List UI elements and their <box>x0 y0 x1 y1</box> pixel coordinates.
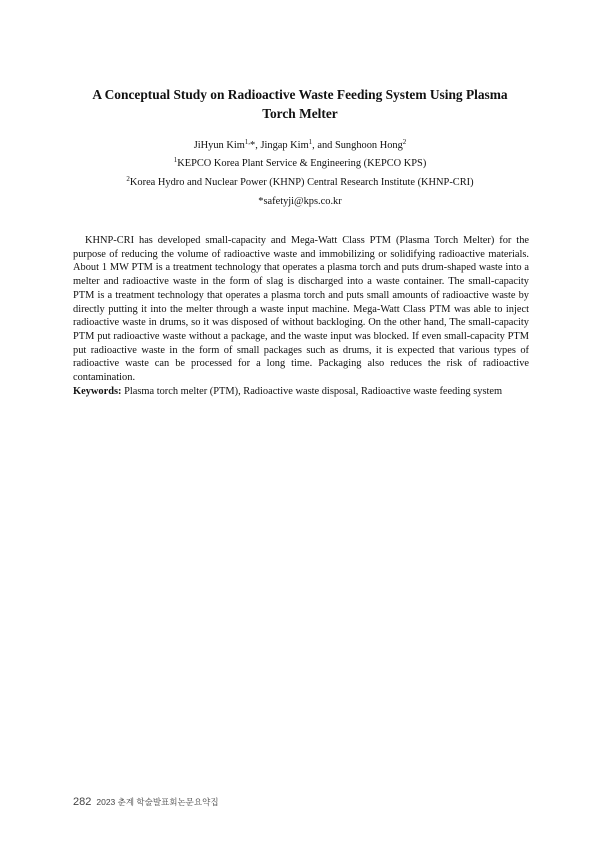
author-1-name: JiHyun Kim <box>193 140 245 151</box>
affiliation-1-text: KEPCO Korea Plant Service & Engineering (KEPCO KPS) <box>177 158 427 169</box>
contact-email: *safetyji@kps.co.kr <box>258 196 342 207</box>
author-2-affiliation: 1 <box>308 138 313 146</box>
abstract-paragraph: KHNP-CRI has developed small-capacity and Mega-Watt Class PTM (Plasma Torch Melter) for the purpose of reducing the volume of radioactive waste and immobilizing or solidifying radioactive materials. About 1 MW PTM is a treatment technology that operates a plasma torch and puts drum-shaped waste into a melter and radioactive waste in the form of slag is discharged into a waste container. The small-capacity PTM is a treatment technology that operates a plasma torch and puts small amounts of radioactive waste by directly putting it into the melter through a waste input machine. Mega-Watt Class PTM was able to inject radioactive waste in drums, so it was disposed of without backloging. On the other hand, The small-capacity PTM put radioactive waste without a package, and the waste input was blocked. If even small-capacity PTM put radioactive waste in the form of small packages such as drums, it is expected that various types of radioactive waste can be processed for a long time. Packaging also reduces the risk of radioactive contamination. <box>73 235 529 384</box>
affiliation-1 <box>0 158 600 169</box>
affiliation-2-number: 2 <box>126 175 130 183</box>
keywords-label: Keywords: <box>73 386 122 397</box>
affiliation-1-number: 1 <box>173 156 178 164</box>
affiliation-2 <box>0 177 600 188</box>
author-line <box>0 140 600 151</box>
page-footer <box>73 792 219 810</box>
author-3-name: Sunghoon Hong <box>334 140 403 151</box>
author-3-affiliation: 2 <box>402 138 407 146</box>
page-number: 282 <box>73 796 92 808</box>
keywords-line <box>73 386 529 397</box>
proceedings-title: 2023 춘계 학술발표회논문요약집 <box>96 797 219 807</box>
author-2-name: Jingap Kim <box>260 140 309 151</box>
paper-title: A Conceptual Study on Radioactive Waste Feeding System Using Plasma Torch Melter <box>92 87 508 121</box>
author-separator: , and <box>312 140 335 151</box>
affiliation-2-text: Korea Hydro and Nuclear Power (KHNP) Central Research Institute (KHNP-CRI) <box>129 177 474 188</box>
keywords-text: Plasma torch melter (PTM), Radioactive waste disposal, Radioactive waste feeding system <box>121 386 503 397</box>
author-separator: , <box>255 140 261 151</box>
corresponding-author-mark: * <box>250 140 256 151</box>
author-1-affiliation: 1, <box>244 138 251 146</box>
